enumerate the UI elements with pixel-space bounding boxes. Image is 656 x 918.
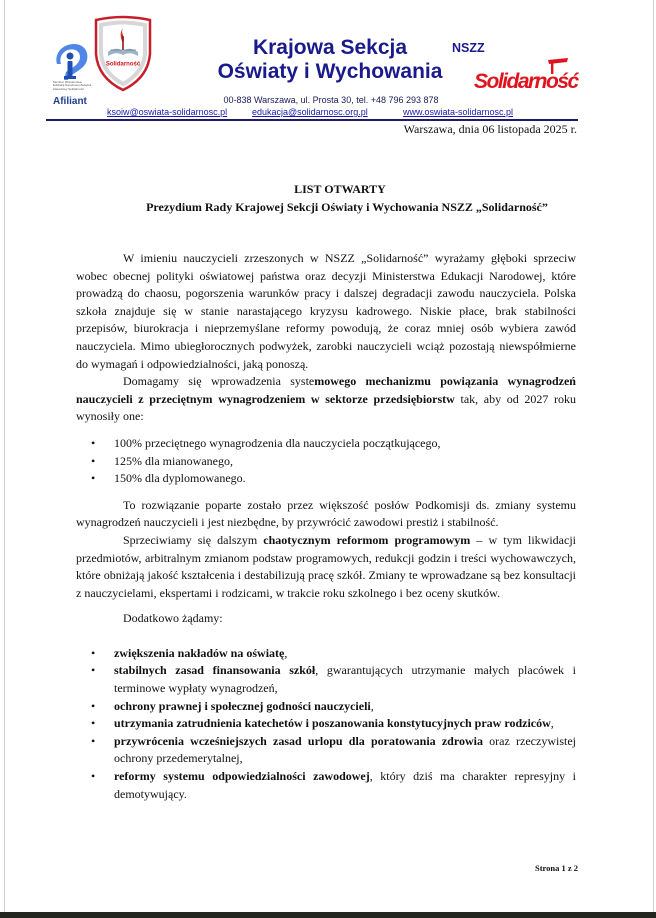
union-prefix: NSZZ — [452, 41, 485, 55]
bullet-icon: • — [91, 716, 96, 731]
list-item: • zwiększenia nakładów na oświatę, — [76, 645, 576, 663]
list-item: • ochrony prawnej i społecznej godności nauczycieli, — [76, 698, 576, 716]
email-link-ksoiw[interactable]: ksoiw@oswiata-solidarnosc.pl — [107, 107, 228, 117]
paragraph-additional-demands: Dodatkowo żądamy: — [123, 611, 223, 626]
letter-body — [76, 250, 576, 812]
dateline: Warszawa, dnia 06 listopada 2025 r. — [403, 122, 577, 136]
letter-title: LIST OTWARTY — [294, 182, 386, 196]
paragraph-support: To rozwiązanie poparte zostało przez większość posłów Podkomisji ds. zmiany systemu wynagrodzeń nauczycieli i jest niezbędne, by przywrócić zawodowi prestiż i stabilność. — [76, 497, 576, 530]
affiliate-label: Afiliant — [53, 96, 87, 107]
list-item: • 150% dla dyplomowanego. — [76, 470, 576, 488]
bullet-icon: • — [91, 733, 96, 748]
affiliate-logo-caption: Member Ministerstwa Edukacji Narodowej Związek Zawodowy Solidarność — [53, 80, 92, 91]
letter-subtitle: Prezydium Rady Krajowej Sekcji Oświaty i Wychowania NSZZ „Solidarność” — [146, 200, 548, 214]
organization-title-line-1: Krajowa Sekcja — [252, 36, 408, 59]
postal-address: 00-838 Warszawa, ul. Prosta 30, tel. +48 796 293 878 — [223, 95, 439, 105]
salary-levels-list — [76, 435, 576, 488]
letterhead-divider — [46, 119, 578, 121]
reforms-bold: chaotycznym reformom programowym — [263, 532, 471, 547]
salary-demand-end: tak, aby od 2027 roku wynosiły one: — [76, 391, 577, 424]
bullet-icon: • — [91, 471, 96, 486]
list-item: • reformy systemu odpowiedzialności zawodowej, który dziś ma charakter represyjny i demotywujący. — [91, 769, 576, 801]
demands-list — [76, 645, 576, 803]
bullet-icon: • — [91, 645, 96, 660]
svg-text:Solidarność: Solidarność — [105, 61, 141, 68]
bullet-icon: • — [91, 453, 96, 468]
bullet-icon: • — [91, 663, 96, 678]
page-edge-right — [653, 0, 654, 912]
viewer-bottom-bar — [0, 912, 656, 918]
bullet-icon: • — [91, 698, 96, 713]
website-link[interactable]: www.oswiata-solidarnosc.pl — [403, 107, 514, 117]
svg-text:Solidarność: Solidarność — [474, 70, 578, 90]
ksoiw-shield-logo-icon — [92, 14, 154, 92]
list-item: • 100% przeciętnego wynagrodzenia dla nauczyciela początkującego, — [76, 435, 576, 453]
bullet-icon: • — [91, 435, 96, 450]
paragraph-salary-demand — [76, 373, 576, 426]
organization-title — [210, 36, 450, 84]
organization-title-line-2: Oświaty i Wychowania — [217, 60, 443, 83]
list-item: • utrzymania zatrudnienia katechetów i poszanowania konstytucyjnych praw rodziców, — [76, 715, 576, 733]
paragraph-reforms: Sprzeciwiamy się dalszym chaotycznym reformom programowym – w tym likwidacji przedmiotów, arbitralnym zmianom podstaw programowych, redukcji godzin i treści wychowawczych, które obniżają jakość kształcenia i destabilizują pracę szkół. Zmiany te wprowadzane są bez konsultacji z nauczycielami, ekspertami i rodzicami, w trakcie roku szkolnego i bez oceny skutków. — [76, 532, 576, 600]
bullet-icon: • — [91, 769, 96, 784]
list-item: • stabilnych zasad finansowania szkół, gwarantujących utrzymanie małych placówek i terminowe wypłaty wynagrodzeń, — [91, 663, 576, 696]
spacer — [76, 602, 576, 610]
paragraph-opening: W imieniu nauczycieli zrzeszonych w NSZZ „Solidarność” wyrażamy głęboki sprzeciw wobec obecnej polityki oświatowej państwa oraz decyzji Ministerstwa Edukacji Narodowej, które prowadzą do chaosu, pogorszenia warunków pracy i dalszej degradacji zawodu nauczyciela. Polska szkoła znajduje się w stanie narastającego kryzysu kadrowego. Niskie płace, brak stabilności przepisów, biurokracja i nieprzemyślane reformy powodują, że coraz mniej osób wybiera zawód nauczyciela. Mimo ubiegłorocznych podwyżek, zarobki nauczycieli wciąż pozostają niewspółmierne do wymagań i odpowiedzialności, jaką ponoszą. — [76, 251, 576, 371]
salary-demand-bold: mowego mechanizmu powiązania wynagrodzeń nauczycieli z przeciętnym wynagrodzeniem w sektorze przedsiębiorstw — [76, 374, 576, 406]
salary-demand-start: Domagamy się wprowadzenia syste — [123, 374, 315, 389]
page-number: Strona 1 z 2 — [535, 863, 579, 873]
list-item: • przywrócenia wcześniejszych zasad urlopu dla poratowania zdrowia oraz rzeczywistej ochrony przedemerytalnej, — [91, 733, 576, 766]
email-link-edukacja[interactable]: edukacja@solidarnosc.org.pl — [252, 107, 368, 117]
list-item: • 125% dla mianowanego, — [76, 453, 576, 471]
page-edge-left — [4, 0, 5, 912]
solidarnosc-logo-icon — [472, 56, 590, 90]
